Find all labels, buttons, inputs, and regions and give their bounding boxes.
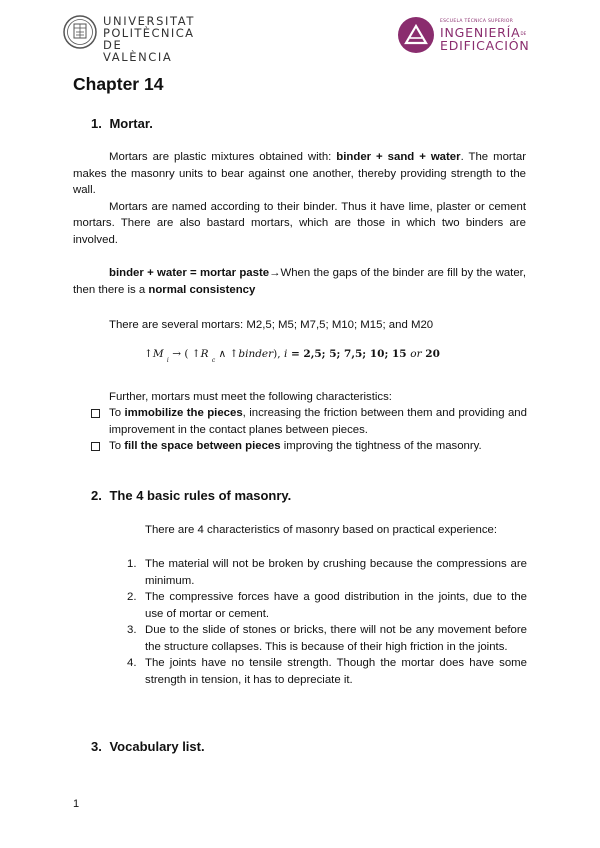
p3-text: →When the gaps of the binder are fill by the water, then there is a bbox=[73, 267, 526, 296]
checkbox-bullet-icon bbox=[91, 409, 100, 418]
university-line2: POLITÈCNICA bbox=[103, 26, 195, 40]
rule-1-number: 1. bbox=[127, 558, 137, 570]
university-line3: DE VALÈNCIA bbox=[103, 38, 173, 64]
mortar-naming-paragraph: Mortars are named according to their binder. Thus it have lime, plaster or cement mortars. There are also bastard mortars, which are those in which two binders are involved. bbox=[73, 200, 526, 246]
upv-logo bbox=[63, 14, 195, 64]
formula-and: ∧ ↑ bbox=[218, 348, 239, 360]
formula-sub-c: c bbox=[211, 357, 216, 364]
bullet-2-text-c: improving the tightness of the masonry. bbox=[280, 440, 482, 452]
formula-or: or bbox=[410, 348, 422, 360]
normal-consistency-paragraph bbox=[73, 265, 526, 298]
school-name-line1-text: INGENIERÍA bbox=[440, 25, 521, 40]
rule-4-number: 4. bbox=[127, 657, 137, 669]
school-name-line2: EDIFICACIÓN bbox=[440, 38, 530, 53]
section-2-heading bbox=[91, 488, 291, 503]
p3-bold: binder + water = mortar paste bbox=[109, 267, 270, 279]
rule-2-text: The compressive forces have a good distribution in the joints, due to the use of mortar or cement. bbox=[145, 591, 527, 620]
p3-bold-2: normal consistency bbox=[148, 283, 256, 296]
formula-arrow: → ( ↑ bbox=[172, 348, 201, 360]
bullet-2-text-a: To bbox=[109, 440, 125, 452]
rule-3-number: 3. bbox=[127, 624, 137, 636]
university-line1: UNIVERSITAT bbox=[103, 14, 195, 28]
section-2-intro: There are 4 characteristics of masonry based on practical experience: bbox=[145, 524, 498, 536]
bullet-1-text-a: To bbox=[109, 407, 125, 419]
mortar-formula bbox=[144, 348, 440, 364]
formula-rest-a: ), bbox=[273, 348, 284, 360]
rule-item-1 bbox=[127, 556, 527, 589]
rule-4-text: The joints have no tensile strength. Though the mortar does have some strength in tension, it has to depreciate it. bbox=[145, 657, 527, 686]
rule-2-number: 2. bbox=[127, 591, 137, 603]
section-2-number: 2. bbox=[91, 488, 102, 503]
formula-M: M bbox=[152, 348, 164, 360]
rule-3-text: Due to the slide of stones or bricks, there will not be any movement before the structure collapses. This is because of their high friction in the joints. bbox=[145, 624, 527, 653]
page-number: 1 bbox=[73, 798, 80, 810]
masonry-rules-list bbox=[127, 556, 527, 688]
bullet-2-bold: fill the space between pieces bbox=[124, 440, 281, 452]
chapter-title: Chapter 14 bbox=[73, 74, 164, 94]
section-2-title: The 4 basic rules of masonry. bbox=[109, 488, 292, 503]
school-logo bbox=[397, 16, 537, 56]
p1-text-a: Mortars are plastic mixtures obtained with: bbox=[109, 151, 337, 163]
school-emblem-icon bbox=[397, 16, 435, 54]
section-1-title: Mortar. bbox=[109, 116, 153, 131]
mortar-definition-paragraph bbox=[73, 149, 526, 199]
rule-item-4 bbox=[127, 655, 527, 688]
bullet-1-bold: immobilize the pieces bbox=[124, 407, 243, 419]
formula-sub-i: i bbox=[166, 357, 169, 364]
mortar-types-paragraph: There are several mortars: M2,5; M5; M7,5; M10; M15; and M20 bbox=[109, 319, 434, 331]
formula-i: i bbox=[283, 348, 288, 360]
formula-values: = 2,5; 5; 7,5; 10; 15 bbox=[287, 348, 411, 360]
characteristics-intro: Further, mortars must meet the following characteristics: bbox=[109, 391, 392, 403]
p1-bold: binder + sand + water bbox=[336, 151, 461, 163]
section-3-number: 3. bbox=[91, 739, 102, 754]
rule-item-2 bbox=[127, 589, 527, 622]
section-1-body bbox=[73, 149, 526, 248]
university-name bbox=[103, 15, 195, 63]
section-3-title: Vocabulary list. bbox=[109, 739, 205, 754]
school-small-text: ESCUELA TÉCNICA SUPERIOR bbox=[440, 19, 514, 24]
checkbox-bullet-icon bbox=[91, 442, 100, 451]
section-3-heading bbox=[91, 739, 205, 754]
section-1-number: 1. bbox=[91, 116, 102, 131]
bullet-item-1 bbox=[91, 405, 527, 438]
bullet-item-2 bbox=[91, 438, 527, 455]
university-seal-icon bbox=[63, 14, 97, 50]
school-name-line1-sup: DE bbox=[520, 31, 527, 36]
formula-up-arrow-1: ↑ bbox=[144, 348, 153, 360]
characteristics-list bbox=[91, 405, 527, 455]
formula-R: R bbox=[200, 348, 209, 360]
p1-text-c: . The mortar makes the masonry units to bear against one another, thereby providing strength to the wall. bbox=[73, 151, 526, 196]
rule-1-text: The material will not be broken by crushing because the compressions are minimum. bbox=[145, 558, 527, 587]
formula-binder: binder bbox=[238, 348, 274, 360]
rule-item-3 bbox=[127, 622, 527, 655]
formula-last-value: 20 bbox=[421, 348, 440, 360]
section-1-heading bbox=[91, 116, 153, 131]
bullet-1-text-c: , increasing the friction between them and providing and improvement in the contact planes between pieces. bbox=[109, 407, 527, 436]
